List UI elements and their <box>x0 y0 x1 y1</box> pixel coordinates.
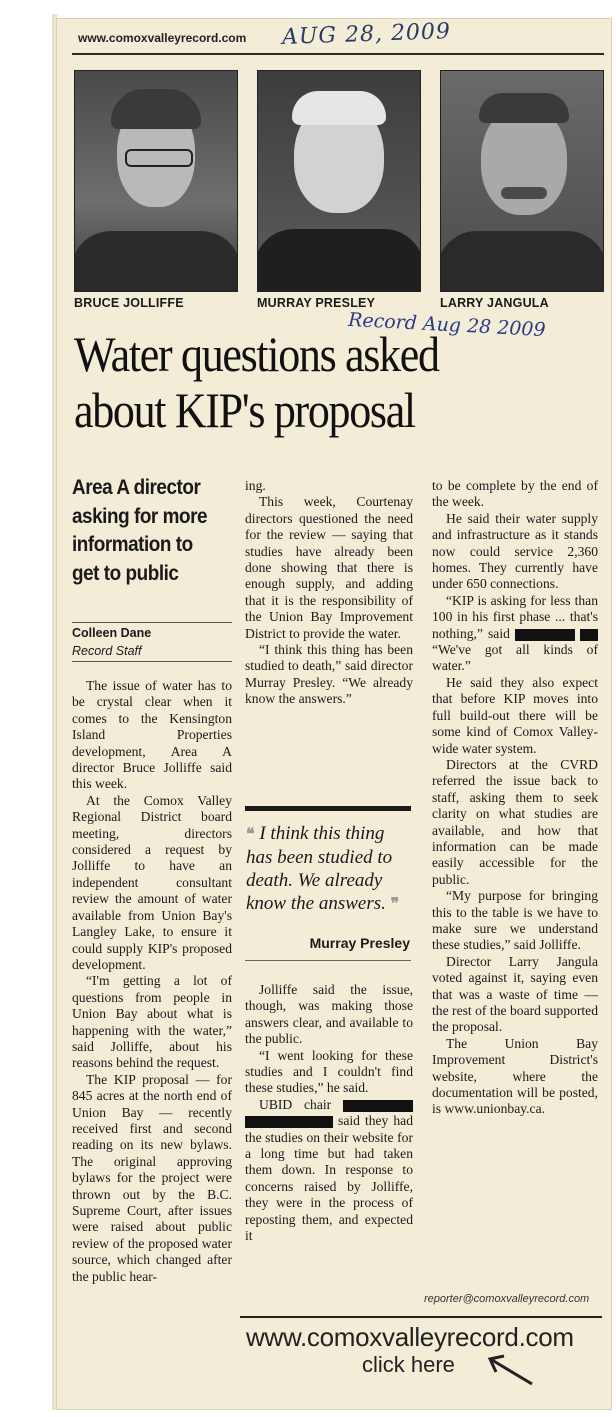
handwritten-note: Record Aug 28 2009 <box>347 308 547 342</box>
footer-website-link[interactable]: www.comoxvalleyrecord.com <box>246 1322 574 1352</box>
redaction-bar <box>515 629 575 641</box>
paragraph: He said they also expect that before KIP moves into full build-out there will be some kind of Comox Valley-wide water system. <box>432 674 598 756</box>
paragraph-start: UBID chair <box>259 1096 332 1112</box>
article-column-2-top <box>245 478 413 708</box>
paragraph: Director Larry Jangula voted against it, saying even that was a waste of time — the rest of the board supported the proposal. <box>432 953 598 1035</box>
masthead-website[interactable]: www.comoxvalleyrecord.com <box>78 31 247 45</box>
article-column-2-bottom <box>245 982 413 1245</box>
redaction-bar <box>580 629 598 641</box>
masthead-rule <box>72 53 604 55</box>
paragraph: to be complete by the end of the week. <box>432 478 598 510</box>
photo-caption-1: BRUCE JOLLIFFE <box>74 296 184 310</box>
byline-role: Record Staff <box>72 644 142 658</box>
headline-line-1: Water questions asked <box>74 326 439 382</box>
paragraph: At the Comox Valley Regional District board meeting, directors considered a request by Jolliffe to have an independent consultant review the amount of water available from Union Bay's Langley Lake, to ensure it could supply KIP's proposed development. <box>72 792 232 972</box>
paragraph: The issue of water has to be crystal clear when it comes to the Kensington Island Properties development, Area A director Bruce Jolliffe said this week. <box>72 678 232 792</box>
paragraph: “I went looking for these studies and I couldn't find these studies,” he said. <box>245 1047 413 1096</box>
photo-larry-jangula <box>440 70 604 292</box>
pull-quote <box>246 822 412 916</box>
pull-quote-rule <box>245 806 411 811</box>
handwritten-date: AUG 28, 2009 <box>281 19 452 50</box>
pull-quote-text: I think this thing has been studied to death. We already know the answers. <box>246 823 393 914</box>
byline <box>72 622 232 662</box>
redaction-bar <box>245 1116 333 1128</box>
paragraph: The Union Bay Improvement District's website, where the documentation will be posted, is www.unionbay.ca. <box>432 1035 598 1117</box>
photo-bruce-jolliffe <box>74 70 238 292</box>
article-column-1 <box>72 678 232 1285</box>
paragraph: This week, Courtenay directors questioned the need for the review — saying that studies have already been done showing that there is enough supply, and adding that it is the responsibility of the Union Bay Improvement District to provide the water. <box>245 494 413 641</box>
paragraph <box>245 1097 413 1245</box>
open-quote-icon: ❝ <box>246 826 255 843</box>
paragraph: “I'm getting a lot of questions from people in Union Bay about what is happening with the water,” said Jolliffe, about his reasons behind the request. <box>72 973 232 1071</box>
photo-caption-3: LARRY JANGULA <box>440 296 549 310</box>
paragraph: The KIP proposal — for 845 acres at the north end of Union Bay — recently received first and second reading on its new bylaws. The original approving bylaws for the project were thrown out by the B.C. Supreme Court, after issues were raised about public review of the proposed water source, which changed after the public hear- <box>72 1071 232 1284</box>
pull-quote-attribution: Murray Presley <box>309 935 410 951</box>
close-quote-icon: ❞ <box>390 896 400 913</box>
byline-name: Colleen Dane <box>72 626 152 640</box>
deck: Area A director asking for more information to get to public <box>72 476 208 585</box>
photo-caption-2: MURRAY PRESLEY <box>257 296 376 310</box>
headline-line-2: about KIP's proposal <box>74 382 415 438</box>
redaction-bar <box>343 1100 413 1112</box>
paragraph: “I think this thing has been studied to death,” said director Murray Presley. “We already know the answers.” <box>245 642 413 707</box>
paragraph: Directors at the CVRD referred the issue back to staff, asking them to seek clarity on what studies are available, and how that information can be made easily accessible for the public. <box>432 756 598 887</box>
article-column-3 <box>432 478 598 1118</box>
paragraph-start: “KIP is asking for less than 100 in his first phase ... that's nothing,” said <box>432 592 598 641</box>
footer-rule <box>240 1316 602 1318</box>
pull-quote-bottom-rule <box>245 960 411 961</box>
paragraph-end: “We've got all kinds of water.” <box>432 642 598 674</box>
reporter-email[interactable]: reporter@comoxvalleyrecord.com <box>424 1293 590 1305</box>
headline <box>74 326 540 438</box>
paragraph: “My purpose for bringing this to the table is we have to make sure we understand these studies,” said Jolliffe. <box>432 888 598 953</box>
photo-murray-presley <box>257 70 421 292</box>
arrow-icon <box>480 1350 540 1390</box>
masthead-strip <box>72 19 602 50</box>
paragraph <box>432 593 598 675</box>
paragraph: Jolliffe said the issue, though, was making those answers clear, and available to the public. <box>245 982 413 1047</box>
paragraph: He said their water supply and infrastructure as it stands now could service 2,360 homes. They currently have under 650 connections. <box>432 510 598 592</box>
paragraph: ing. <box>245 478 266 493</box>
paragraph-rest: said they had the studies on their website for a long time but had taken them down. In response to concerns raised by Jolliffe, they were in the process of reposting them, and expected it <box>245 1113 413 1244</box>
click-here-link[interactable]: click here <box>362 1352 455 1377</box>
